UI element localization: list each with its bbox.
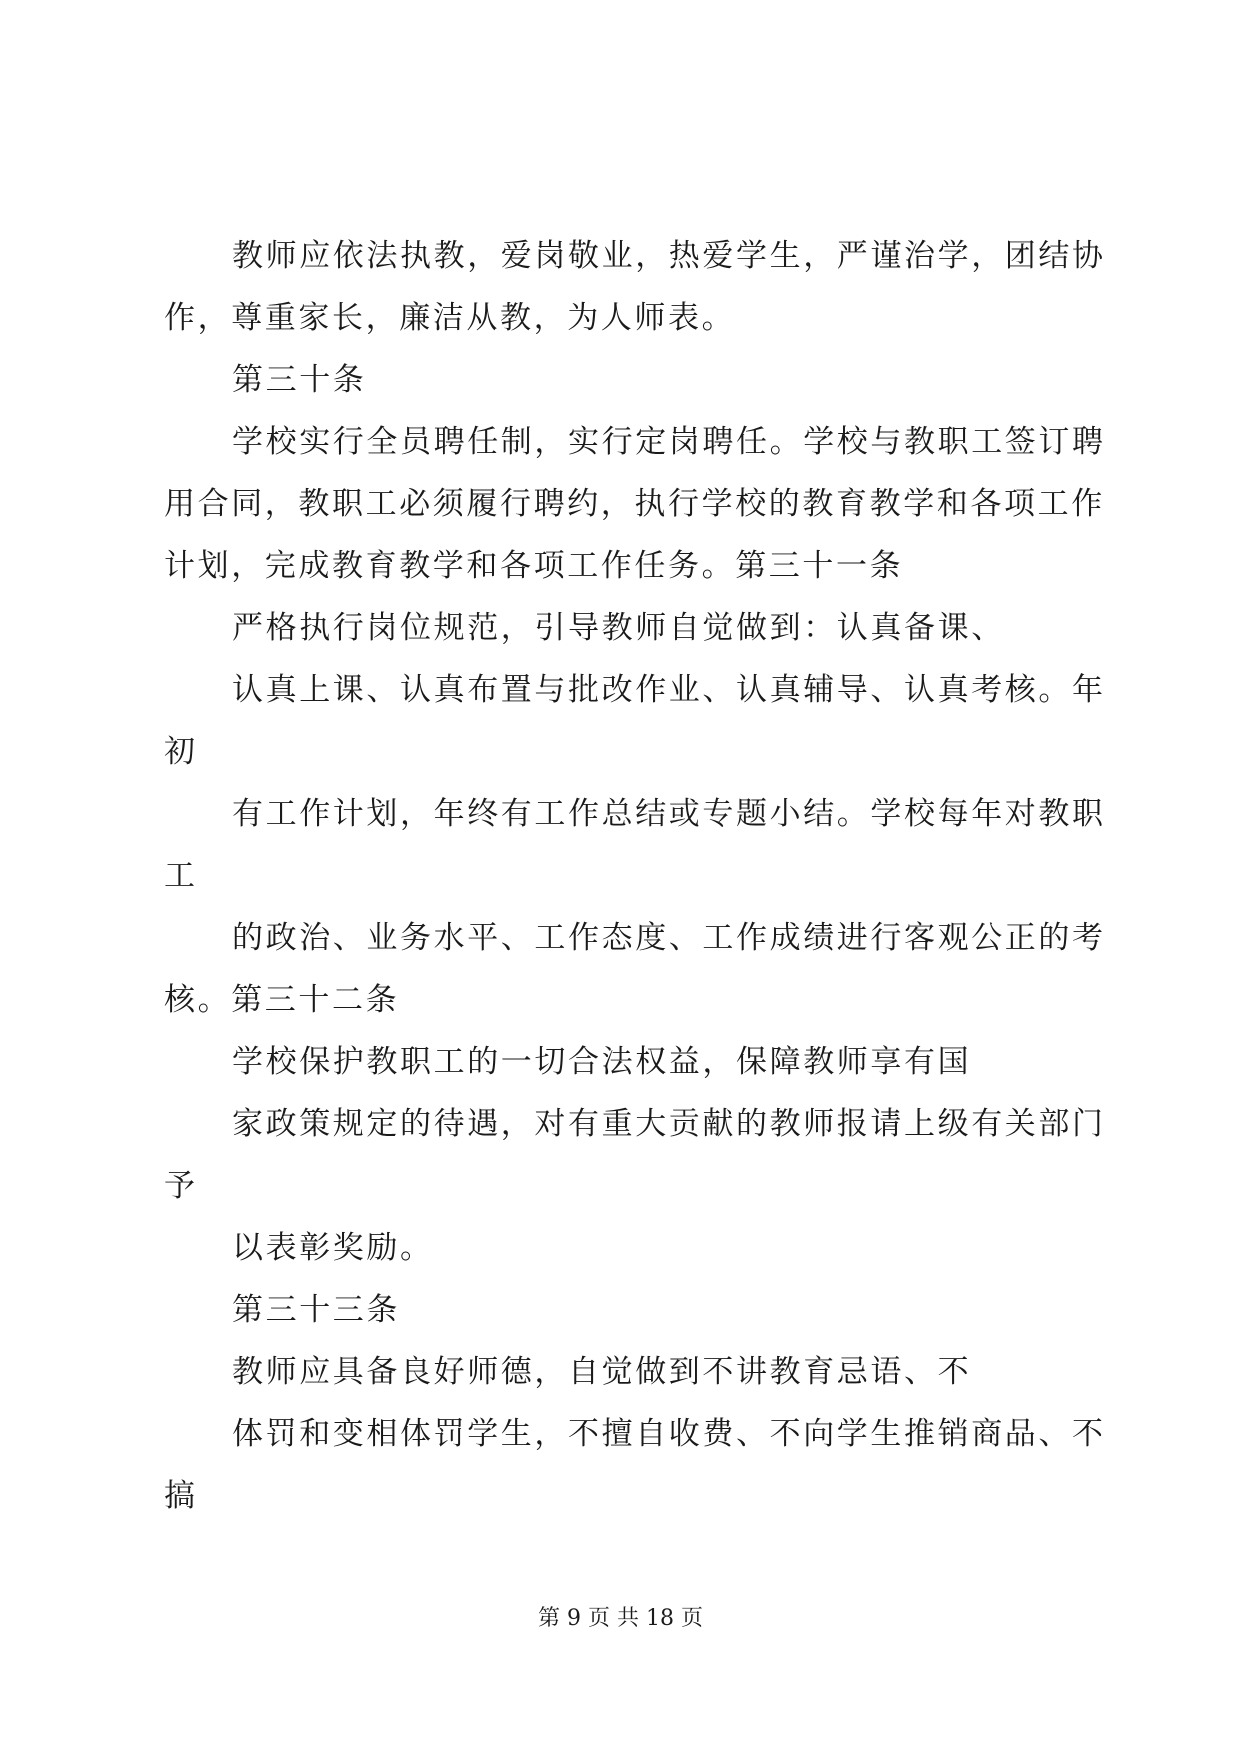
article-heading: 第三十三条 [232, 1292, 400, 1328]
body-text-line: 认真上课、认真布置与批改作业、认真辅导、认真考核。年 [232, 672, 1106, 708]
body-text-line: 以表彰奖励。 [232, 1230, 434, 1266]
body-text-line: 计划，完成教育教学和各项工作任务。第三十一条 [164, 548, 904, 584]
body-text-line: 初 [164, 734, 198, 770]
body-text-line: 予 [164, 1168, 198, 1204]
body-text-line: 有工作计划，年终有工作总结或专题小结。学校每年对教职 [232, 796, 1106, 832]
body-text-line: 学校实行全员聘任制，实行定岗聘任。学校与教职工签订聘 [232, 424, 1106, 460]
body-text-line: 作，尊重家长，廉洁从教，为人师表。 [164, 300, 736, 336]
body-text-line: 用合同，教职工必须履行聘约，执行学校的教育教学和各项工作 [164, 486, 1105, 522]
body-text-line: 教师应具备良好师德，自觉做到不讲教育忌语、不 [232, 1354, 972, 1390]
body-text-line: 核。第三十二条 [164, 982, 400, 1018]
body-text-line: 家政策规定的待遇，对有重大贡献的教师报请上级有关部门 [232, 1106, 1106, 1142]
body-text-line: 搞 [164, 1478, 198, 1514]
body-text-line: 严格执行岗位规范，引导教师自觉做到：认真备课、 [232, 610, 1005, 646]
body-text-line: 教师应依法执教，爱岗敬业，热爱学生，严谨治学，团结协 [232, 238, 1106, 274]
body-text-line: 体罚和变相体罚学生，不擅自收费、不向学生推销商品、不 [232, 1416, 1106, 1452]
body-text-line: 的政治、业务水平、工作态度、工作成绩进行客观公正的考 [232, 920, 1106, 956]
page-number-footer: 第 9 页 共 18 页 [538, 1606, 703, 1631]
body-text-line: 学校保护教职工的一切合法权益，保障教师享有国 [232, 1044, 972, 1080]
body-text-line: 工 [164, 858, 198, 894]
article-heading: 第三十条 [232, 362, 367, 398]
